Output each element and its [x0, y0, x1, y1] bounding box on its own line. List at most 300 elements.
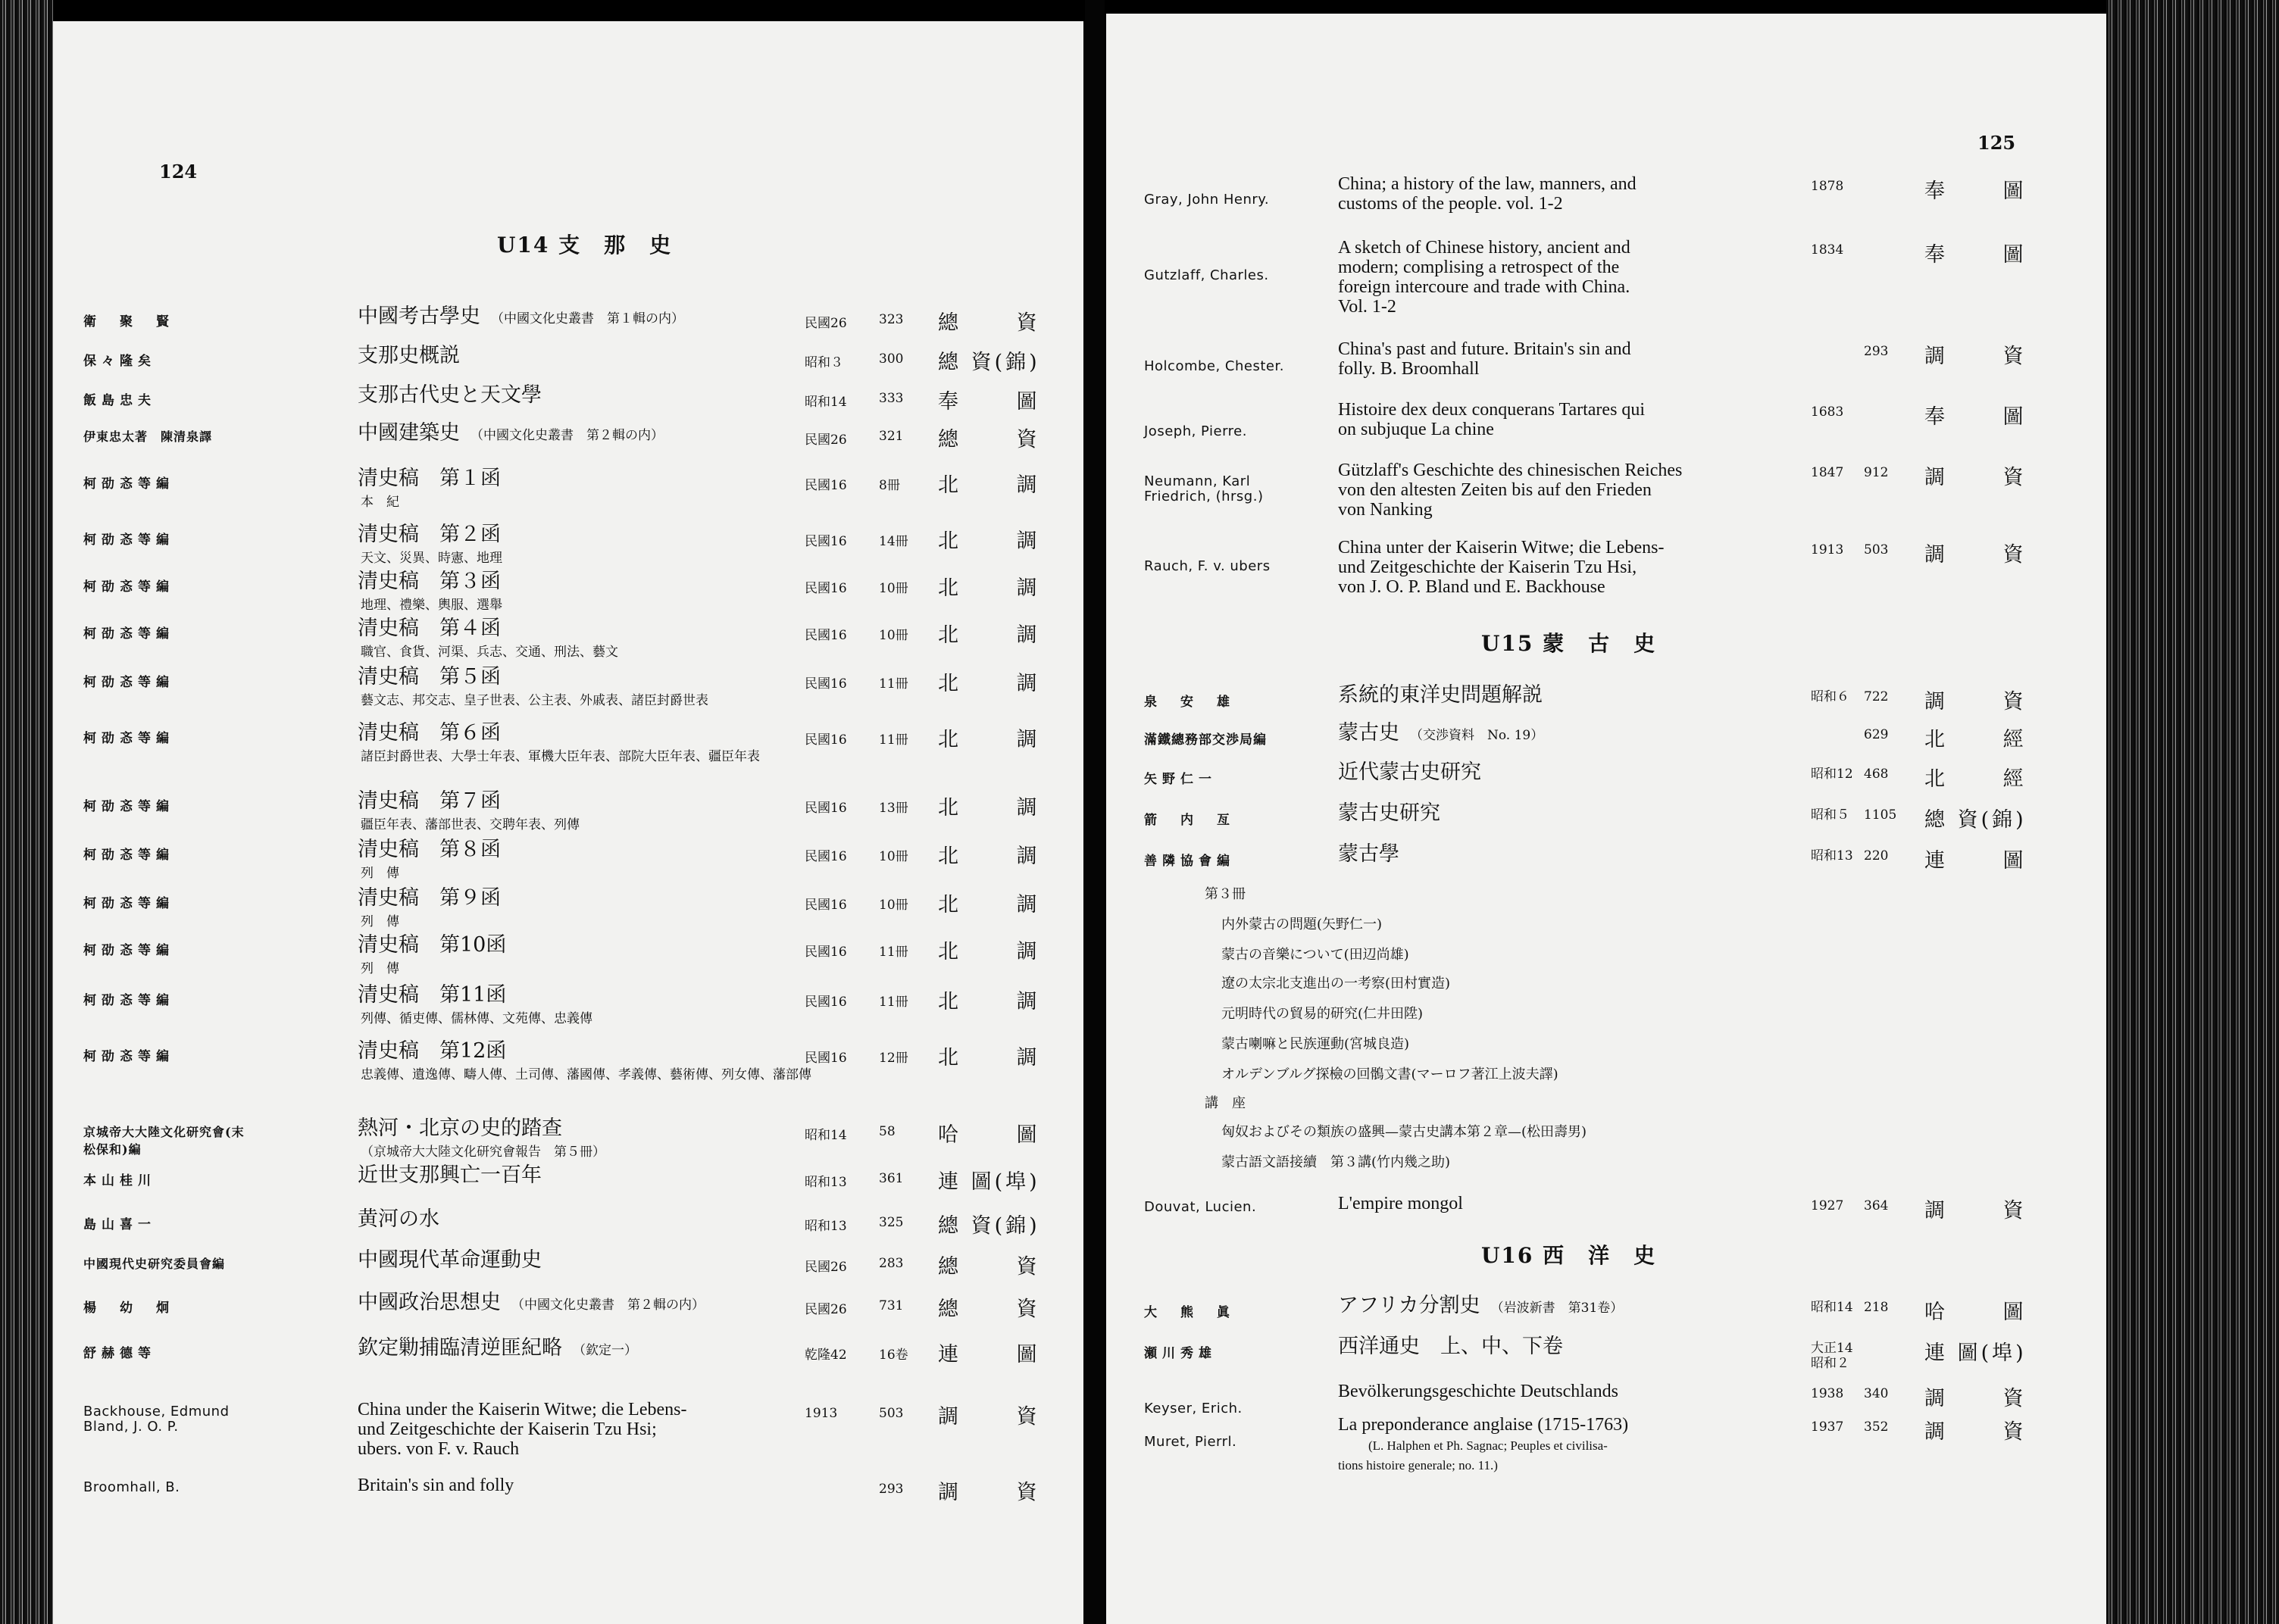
- author-line: Holcombe, Chester.: [1144, 358, 1284, 374]
- author-line: 柯劭忞等編: [83, 1049, 174, 1064]
- title-subtitle: 疆臣年表、藩部世表、交聘年表、列傳: [361, 817, 580, 832]
- entry-location: 連 圖(埠): [938, 1170, 1040, 1194]
- entry-location: 北 經: [1924, 728, 2049, 751]
- author-line: 柯劭忞等編: [83, 675, 174, 690]
- title-note: （欽定一）: [573, 1343, 637, 1358]
- author-line: 大 熊 眞: [1144, 1305, 1235, 1320]
- title-subtitle: 地理、禮樂、輿服、選舉: [361, 598, 502, 613]
- entry-location: 北 調: [938, 529, 1063, 553]
- title-text: 中國建築史: [358, 421, 460, 445]
- entry-location: 總 資(錦): [1924, 808, 2027, 832]
- author-line: Neumann, Karl: [1144, 473, 1251, 489]
- entry-title: [1338, 238, 1785, 317]
- title-subtitle: 本 紀: [361, 495, 399, 510]
- title-text: Histoire dex deux conquerans Tartares qui on subjuque La chine: [1338, 400, 1646, 439]
- title-text: 清史稿 第11函: [358, 983, 507, 1007]
- author-line: 柯劭忞等編: [83, 731, 174, 746]
- title-note: （中國文化史叢書 第２輯の内）: [470, 428, 664, 443]
- title-subtitle: 忠義傳、遺逸傳、疇人傳、土司傳、藩國傳、孝義傳、藝術傳、列女傳、藩部傳: [361, 1067, 811, 1082]
- entry-location: 北 調: [938, 893, 1063, 917]
- author-line: 保々隆矣: [83, 354, 156, 369]
- author-line: Gray, John Henry.: [1144, 192, 1270, 208]
- entry-pages: 731: [879, 1298, 904, 1313]
- entry-author: [1144, 1200, 1256, 1215]
- entry-pages: 361: [879, 1171, 904, 1186]
- title-text: 近世支那興亡一百年: [358, 1163, 542, 1187]
- title-text: アフリカ分割史: [1338, 1294, 1480, 1317]
- entry-location: 總 資(錦): [938, 351, 1040, 374]
- entry-author: [1144, 729, 1267, 748]
- entry-author: [83, 350, 156, 369]
- entry-pages: 503: [879, 1406, 904, 1421]
- entry-pages: 1105: [1864, 807, 1897, 823]
- entry-pages: 323: [879, 312, 904, 327]
- entry-location: 調 資: [1924, 1199, 2049, 1223]
- entry-location: 奉 圖: [1924, 243, 2049, 267]
- entry-pages: 333: [879, 391, 904, 406]
- entry-pages: 10冊: [879, 581, 908, 596]
- entry-title: [358, 345, 460, 367]
- entry-author: [1144, 559, 1271, 574]
- entry-title: [1338, 723, 1543, 746]
- entry-title: [358, 935, 506, 977]
- entry-year: 1937: [1811, 1419, 1844, 1435]
- entry-author: [1144, 268, 1269, 283]
- entry-pages: 11冊: [879, 945, 908, 960]
- entry-location: 北 調: [938, 796, 1063, 820]
- author-line: Broomhall, B.: [83, 1479, 180, 1495]
- entry-title: [1338, 1382, 1785, 1401]
- entry-author: [1144, 850, 1235, 869]
- entry-year: 民國16: [805, 676, 847, 692]
- entry-pages: 11冊: [879, 995, 908, 1010]
- section-title-u14: U14 支 那 史: [497, 233, 673, 258]
- entry-title: [358, 1118, 605, 1160]
- entry-title: [358, 306, 684, 329]
- entry-location: 奉 圖: [1924, 180, 2049, 203]
- author-line: Douvat, Lucien.: [1144, 1199, 1257, 1215]
- entry-location: 調 資: [1924, 345, 2049, 368]
- entry-title: China under the Kaiserin Witwe; die Lebens- und Zeitgeschichte der Kaiserin Tzu Hsi; ubers. von F. v. Rauch: [358, 1400, 687, 1459]
- title-text: 清史稿 第12函: [358, 1039, 507, 1063]
- title-text: Gützlaff's Geschichte des chinesischen Reiches von den altesten Zeiten bis auf den Frieden von Nanking: [1338, 461, 1683, 520]
- entry-year: 昭和12: [1811, 767, 1853, 782]
- author-line: Joseph, Pierre.: [1144, 423, 1247, 439]
- title-note: （岩波新書 第31卷）: [1490, 1301, 1624, 1316]
- title-text: 蒙古學: [1338, 842, 1399, 866]
- entry-title: [358, 1165, 542, 1186]
- author-line: 瀬川秀雄: [1144, 1346, 1217, 1361]
- title-text: 西洋通史 上、中、下卷: [1338, 1335, 1563, 1358]
- entry-title: [358, 1292, 705, 1316]
- entry-location: 總 資: [938, 428, 1063, 451]
- sub-entry-item: 蒙古語文語接續 第３講(竹内幾之助): [1221, 1154, 1451, 1170]
- entry-author: [83, 427, 250, 445]
- entry-author: [83, 1213, 156, 1232]
- title-note: （中國文化史叢書 第２輯の内）: [511, 1298, 705, 1313]
- author-line: 箭 内 亙: [1144, 813, 1235, 828]
- entry-title: [1338, 538, 1785, 597]
- entry-year: 1913: [1811, 542, 1844, 557]
- entry-title: [358, 791, 580, 833]
- author-line: 柯劭忞等編: [83, 943, 174, 958]
- entry-author: [1144, 192, 1269, 208]
- entry-location: 北 調: [938, 623, 1063, 647]
- right-page: [1106, 14, 2106, 1624]
- entry-location: 北 調: [938, 728, 1063, 751]
- author-line: Friedrich, (hrsg.): [1144, 489, 1264, 504]
- entry-author: [83, 623, 174, 642]
- entry-title: [358, 985, 592, 1027]
- author-line: 矢野仁一: [1144, 772, 1217, 787]
- author-line: 柯劭忞等編: [83, 993, 174, 1008]
- title-subtitle: 列傳、循吏傳、儒林傳、文苑傳、忠義傳: [361, 1011, 592, 1026]
- entry-location: 奉 圖: [938, 390, 1063, 414]
- entry-year: 民國26: [805, 316, 847, 331]
- author-line: 柯劭忞等編: [83, 579, 174, 595]
- sub-entry-item: 元明時代の貿易的研究(仁井田陞): [1221, 1006, 1424, 1022]
- title-text: China; a history of the law, manners, and customs of the people. vol. 1-2: [1338, 174, 1637, 214]
- title-note: （交渉資料 No. 19）: [1410, 728, 1544, 743]
- entry-author: [83, 989, 174, 1008]
- entry-author: [1144, 1435, 1236, 1450]
- entry-location: 北 調: [938, 990, 1063, 1013]
- entry-pages: 321: [879, 429, 904, 444]
- entry-location: 總 資: [938, 1255, 1063, 1279]
- author-line: 伊東忠太著 陳清泉譯: [83, 429, 213, 444]
- entry-location: 調 資: [1924, 466, 2049, 489]
- section-title-u15: U15 蒙 古 史: [1481, 631, 1657, 656]
- entry-author: [1144, 691, 1235, 710]
- entry-year: 1683: [1811, 404, 1844, 420]
- entry-title: [1338, 1194, 1785, 1213]
- entry-author: [83, 795, 174, 814]
- author-line: 柯劭忞等編: [83, 476, 174, 492]
- title-text: 支那史概説: [358, 344, 460, 367]
- entry-pages: 10冊: [879, 849, 908, 864]
- title-text: 清史稿 第３函: [358, 570, 501, 593]
- author-line: 柯劭忞等編: [83, 626, 174, 642]
- author-line: 柯劭忞等編: [83, 799, 174, 814]
- author-line: Muret, Pierrl.: [1144, 1434, 1237, 1450]
- title-text: Bevölkerungsgeschichte Deutschlands: [1338, 1382, 1618, 1401]
- page-number-right: 125: [1977, 132, 2016, 154]
- title-subtitle: (L. Halphen et Ph. Sagnac; Peuples et civilisa- tions histoire generale; no. 11.): [1338, 1438, 1608, 1473]
- entry-pages: 325: [879, 1215, 904, 1230]
- title-subtitle: 列 傳: [361, 961, 399, 976]
- entry-title: [358, 1338, 637, 1361]
- entry-location: 連 圖: [1924, 849, 2049, 873]
- author-line: Gutzlaff, Charles.: [1144, 267, 1269, 283]
- entry-title: [358, 1250, 542, 1271]
- author-line: Rauch, F. v. ubers: [1144, 558, 1271, 574]
- sub-entry-item: 蒙古喇嘛と民族運動(宮城良造): [1221, 1036, 1410, 1052]
- title-text: 熱河・北京の史的踏查: [358, 1116, 562, 1140]
- sub-entry-item: オルデンブルグ探檢の回鶻文書(マーロフ著江上波夫譯): [1221, 1067, 1558, 1082]
- entry-title: [358, 667, 708, 709]
- entry-year: 民國16: [805, 732, 847, 748]
- entry-title: [1338, 1336, 1563, 1357]
- entry-pages: 629: [1864, 727, 1889, 742]
- entry-year: 昭和13: [805, 1175, 847, 1190]
- entry-year: 1938: [1811, 1386, 1844, 1401]
- entry-location: 北 調: [938, 672, 1063, 695]
- entry-location: 調 資: [1924, 543, 2049, 567]
- title-text: 清史稿 第６函: [358, 721, 501, 745]
- entry-year: 1913: [805, 1406, 838, 1421]
- entry-author: [83, 1045, 174, 1064]
- entry-location: 調 資: [1924, 1387, 2049, 1410]
- entry-location: 連 圖: [938, 1343, 1063, 1366]
- entry-author: [83, 939, 174, 958]
- entry-location: 連 圖(埠): [1924, 1341, 2027, 1365]
- book-edge-left: [0, 0, 53, 1624]
- title-text: China's past and future. Britain's sin and folly. B. Broomhall: [1338, 339, 1631, 379]
- entry-location: 調 資: [938, 1481, 1063, 1504]
- entry-location: 北 調: [938, 576, 1063, 600]
- title-subtitle: 藝文志、邦交志、皇子世表、公主表、外戚表、諸臣封爵世表: [361, 693, 708, 708]
- entry-title: [1338, 803, 1440, 824]
- entry-author: [1144, 1301, 1235, 1320]
- entry-year: 乾隆42: [805, 1348, 847, 1363]
- entry-author: [83, 1170, 156, 1188]
- entry-year: 民國16: [805, 1051, 847, 1066]
- section-title-u16: U16 西 洋 史: [1481, 1243, 1657, 1268]
- title-text: 清史稿 第５函: [358, 665, 501, 689]
- entry-location: 調 資: [1924, 690, 2049, 714]
- entry-title: [1338, 174, 1785, 214]
- sub-entry-item: 遼の太宗北支進出の一考察(田村實造): [1221, 976, 1451, 992]
- author-line: 飯島忠夫: [83, 393, 156, 408]
- entry-author: [83, 576, 174, 595]
- entry-title: [1338, 400, 1785, 439]
- entry-year: 民國16: [805, 534, 847, 549]
- author-line: 柯劭忞等編: [83, 896, 174, 911]
- entry-pages: 14冊: [879, 534, 908, 549]
- entry-year: 昭和14: [805, 395, 847, 410]
- author-line: 柯劭忞等編: [83, 532, 174, 548]
- title-subtitle: （京城帝大大陸文化研究會報告 第５冊）: [361, 1145, 605, 1160]
- title-text: 中國考古學史: [358, 304, 480, 328]
- entry-author: [83, 1480, 180, 1495]
- title-subtitle: 職官、食貨、河渠、兵志、交通、刑法、藝文: [361, 645, 618, 660]
- entry-location: 北 調: [938, 1046, 1063, 1070]
- entry-title: [358, 571, 502, 614]
- entry-author: [83, 389, 156, 408]
- author-line: 舒赫德等: [83, 1346, 156, 1361]
- entry-author: [83, 844, 174, 863]
- entry-title: Britain's sin and folly: [358, 1476, 514, 1495]
- entry-year: 1834: [1811, 242, 1844, 258]
- author-line: 衛 聚 賢: [83, 314, 174, 329]
- entry-pages: 10冊: [879, 628, 908, 643]
- author-line: 中國現代史研究委員會編: [83, 1257, 226, 1271]
- entry-year: 民國16: [805, 628, 847, 643]
- title-text: 清史稿 第９函: [358, 886, 501, 910]
- title-note: （中國文化史叢書 第１輯の内）: [491, 311, 684, 326]
- title-text: 中國現代革命運動史: [358, 1248, 542, 1272]
- entry-pages: 283: [879, 1256, 904, 1271]
- page-number-left: 124: [159, 161, 198, 183]
- entry-author: [1144, 474, 1263, 504]
- title-text: 中國政治思想史: [358, 1291, 501, 1314]
- entry-author: [83, 529, 174, 548]
- entry-author: [83, 671, 174, 690]
- entry-title: [1338, 1415, 1785, 1474]
- entry-pages: 352: [1864, 1419, 1889, 1435]
- entry-pages: 218: [1864, 1300, 1889, 1315]
- entry-title: [1338, 461, 1785, 520]
- book-spine: [1085, 0, 1105, 1624]
- entry-location: 總 資: [938, 311, 1063, 335]
- entry-location: 奉 圖: [1924, 405, 2049, 429]
- entry-author: [1144, 1342, 1217, 1361]
- sub-entry-item: 匈奴およびその類族の盛興—蒙古史講本第２章—(松田壽男): [1221, 1124, 1587, 1140]
- title-text: 黄河の水: [358, 1207, 439, 1231]
- entry-author: [83, 892, 174, 911]
- entry-author: [1144, 768, 1217, 787]
- entry-title: [358, 468, 501, 511]
- sub-entry-item: 講 座: [1205, 1095, 1246, 1111]
- author-line: 京城帝大大陸文化研究會(末松保和)編: [83, 1125, 245, 1157]
- entry-author: [83, 1404, 230, 1435]
- entry-pages: 364: [1864, 1198, 1889, 1213]
- left-page: [53, 21, 1083, 1624]
- title-text: 蒙古史: [1338, 721, 1399, 745]
- entry-year: 昭和14: [1811, 1300, 1853, 1315]
- author-line: Bland, J. O. P.: [83, 1419, 179, 1435]
- author-line: 本山桂川: [83, 1173, 156, 1188]
- entry-year: 民國26: [805, 1260, 847, 1275]
- title-text: 蒙古史研究: [1338, 801, 1440, 825]
- author-line: 楊 幼 炯: [83, 1301, 174, 1316]
- entry-title: [358, 1041, 811, 1083]
- title-text: 清史稿 第８函: [358, 838, 501, 861]
- entry-location: 北 調: [938, 845, 1063, 868]
- entry-author: [1144, 1401, 1243, 1416]
- title-text: 欽定勦捕臨清逆匪紀略: [358, 1336, 562, 1360]
- entry-title: [1338, 1295, 1623, 1319]
- entry-author: [1144, 424, 1247, 439]
- author-line: 島山喜一: [83, 1217, 156, 1232]
- entry-year: 昭和14: [805, 1128, 847, 1143]
- entry-pages: 468: [1864, 767, 1889, 782]
- entry-title: [1338, 762, 1481, 783]
- entry-title: [1338, 339, 1785, 379]
- entry-year: 昭和13: [1811, 848, 1853, 864]
- title-text: 清史稿 第２函: [358, 523, 501, 546]
- entry-year: 民國16: [805, 849, 847, 864]
- entry-pages: 10冊: [879, 898, 908, 913]
- entry-pages: 220: [1864, 848, 1889, 864]
- entry-location: 北 經: [1924, 767, 2049, 791]
- entry-year: 民國16: [805, 945, 847, 960]
- title-text: China unter der Kaiserin Witwe; die Lebens- und Zeitgeschichte der Kaiserin Tzu Hsi, von J. O. P. Bland und E. Backhouse: [1338, 538, 1665, 597]
- title-text: 系統的東洋史問題解説: [1338, 683, 1543, 707]
- entry-author: [83, 727, 174, 746]
- entry-location: 北 調: [938, 473, 1063, 497]
- entry-year: 1847: [1811, 465, 1844, 480]
- entry-author: [1144, 359, 1284, 374]
- entry-pages: 12冊: [879, 1051, 908, 1066]
- entry-author: [83, 311, 174, 329]
- entry-title: [358, 839, 501, 882]
- entry-title: [358, 1209, 439, 1230]
- sub-entry-item: 蒙古の音樂について(田辺尚雄): [1221, 947, 1409, 963]
- entry-pages: 8冊: [879, 478, 900, 493]
- entry-year: 昭和５: [1811, 807, 1849, 823]
- entry-title: [1338, 685, 1543, 706]
- entry-location: 總 資(錦): [938, 1214, 1040, 1238]
- entry-year: 昭和13: [805, 1219, 847, 1234]
- entry-location: 北 調: [938, 940, 1063, 963]
- title-subtitle: 諸臣封爵世表、大學士年表、軍機大臣年表、部院大臣年表、疆臣年表: [361, 749, 760, 764]
- entry-year: 1927: [1811, 1198, 1844, 1213]
- title-text: L'empire mongol: [1338, 1194, 1463, 1213]
- entry-year: 昭和６: [1811, 689, 1849, 704]
- entry-pages: 13冊: [879, 801, 908, 816]
- entry-author: [83, 1297, 174, 1316]
- title-text: 支那古代史と天文學: [358, 383, 542, 407]
- entry-pages: 300: [879, 351, 904, 367]
- title-text: A sketch of Chinese history, ancient and modern; complising a retrospect of the foreign intercoure and trade with China. Vol. 1-2: [1338, 238, 1630, 317]
- title-text: 清史稿 第７函: [358, 789, 501, 813]
- title-text: 近代蒙古史研究: [1338, 760, 1481, 784]
- entry-year: 民國16: [805, 478, 847, 493]
- entry-title: [358, 385, 542, 406]
- author-line: 泉 安 雄: [1144, 695, 1235, 710]
- entry-year: 民國16: [805, 581, 847, 596]
- entry-location: 調 資: [938, 1405, 1063, 1429]
- entry-year: 民國16: [805, 801, 847, 816]
- entry-year: 昭和３: [805, 355, 843, 370]
- sub-entry-item: 内外蒙古の問題(矢野仁一): [1221, 917, 1383, 932]
- entry-title: [358, 423, 664, 446]
- author-line: Keyser, Erich.: [1144, 1401, 1243, 1416]
- entry-pages: 722: [1864, 689, 1889, 704]
- author-line: 柯劭忞等編: [83, 848, 174, 863]
- title-subtitle: 天文、災異、時憲、地理: [361, 551, 502, 566]
- author-line: 善隣協會編: [1144, 854, 1235, 869]
- title-text: 清史稿 第10函: [358, 933, 507, 957]
- entry-year: 1878: [1811, 179, 1844, 194]
- book-edge-right: [2106, 0, 2279, 1624]
- entry-pages: 58: [879, 1124, 896, 1139]
- author-line: Backhouse, Edmund: [83, 1404, 230, 1419]
- entry-pages: 340: [1864, 1386, 1889, 1401]
- title-subtitle: 列 傳: [361, 866, 399, 881]
- entry-year: 民國16: [805, 995, 847, 1010]
- entry-title: [358, 723, 760, 765]
- entry-pages: 11冊: [879, 732, 908, 748]
- entry-year: 民國26: [805, 433, 847, 448]
- entry-title: [1338, 844, 1399, 865]
- entry-author: [83, 473, 174, 492]
- entry-location: 總 資: [938, 1298, 1063, 1321]
- entry-pages: 912: [1864, 465, 1889, 480]
- sub-entry-item: 第３冊: [1205, 886, 1246, 902]
- title-text: La preponderance anglaise (1715-1763): [1338, 1415, 1629, 1435]
- entry-author: [1144, 809, 1235, 828]
- entry-year: 大正14 昭和２: [1811, 1341, 1853, 1371]
- entry-title: [358, 524, 502, 567]
- entry-location: 哈 圖: [1924, 1301, 2049, 1324]
- entry-author: [83, 1342, 156, 1361]
- title-subtitle: 列 傳: [361, 914, 399, 929]
- title-text: 清史稿 第４函: [358, 617, 501, 640]
- entry-year: 民國26: [805, 1302, 847, 1317]
- entry-title: [358, 618, 618, 661]
